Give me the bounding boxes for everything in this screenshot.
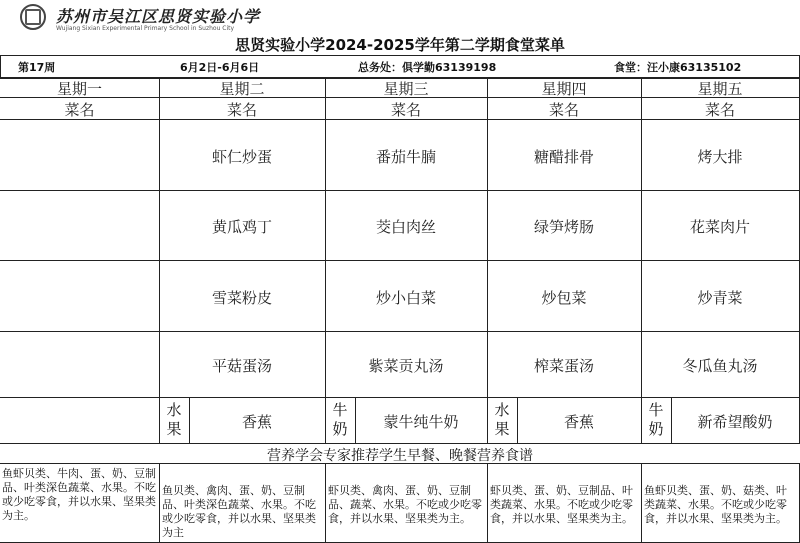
extra-item: 蒙牛纯牛奶 xyxy=(383,413,459,431)
day-header-mon: 星期一 xyxy=(56,80,102,98)
office-contact: 总务处：俱学勤63139198 xyxy=(358,61,497,74)
extra-label: 牛奶 xyxy=(332,401,348,438)
dish-cell: 炒小白菜 xyxy=(375,289,436,307)
extra-label: 牛奶 xyxy=(648,401,664,438)
canteen-contact: 食堂：汪小康63135102 xyxy=(614,61,742,74)
nutrition-title: 营养学会专家推荐学生早餐、晚餐营养食谱 xyxy=(267,448,533,464)
date-range: 6月2日-6月6日 xyxy=(180,61,260,74)
logo-bar xyxy=(0,0,800,38)
dish-cell: 冬瓜鱼丸汤 xyxy=(682,357,758,375)
dish-cell: 炒青菜 xyxy=(697,289,743,307)
nutrition-note: 虾贝类、禽肉、蛋、奶、豆制品、蔬菜、水果。不吃或少吃零食，并以水果、坚果类为主。 xyxy=(328,484,482,525)
dish-cell: 雪菜粉皮 xyxy=(211,289,272,307)
dish-cell: 番茄牛腩 xyxy=(375,148,436,166)
menu-title: 思贤实验小学2024-2025学年第二学期食堂菜单 xyxy=(235,36,565,54)
dish-cell: 绿笋烤肠 xyxy=(533,218,594,236)
dish-cell: 紫菜贡丸汤 xyxy=(368,357,444,375)
week-label: 第17周 xyxy=(18,61,56,74)
dish-cell: 茭白肉丝 xyxy=(375,218,436,236)
dish-header: 菜名 xyxy=(390,101,421,119)
extra-item: 香蕉 xyxy=(241,413,272,431)
nutrition-note: 虾贝类、蛋、奶、豆制品、叶类蔬菜、水果。不吃或少吃零食，并以水果、坚果类为主。 xyxy=(490,484,633,525)
nutrition-note: 鱼贝类、禽肉、蛋、奶、豆制品、叶类深色蔬菜、水果。不吃或少吃零食，并以水果、坚果类为主 xyxy=(162,484,316,539)
school-seal-icon xyxy=(20,4,46,30)
dish-cell: 糖醋排骨 xyxy=(533,148,594,166)
dish-cell: 平菇蛋汤 xyxy=(211,357,272,375)
extra-item: 香蕉 xyxy=(563,413,594,431)
dish-cell: 黄瓜鸡丁 xyxy=(211,218,272,236)
day-header-thu: 星期四 xyxy=(541,80,587,98)
nutrition-note: 鱼虾贝类、蛋、奶、菇类、叶类蔬菜、水果。不吃或少吃零食，并以水果、坚果类为主。 xyxy=(644,484,787,525)
extra-label: 水果 xyxy=(494,401,510,438)
dish-header: 菜名 xyxy=(226,101,257,119)
dish-cell: 烤大排 xyxy=(697,148,743,166)
nutrition-note: 鱼虾贝类、牛肉、蛋、奶、豆制品、叶类深色蔬菜、水果。不吃或少吃零食，并以水果、坚果类为主。 xyxy=(2,467,156,522)
dish-cell: 虾仁炒蛋 xyxy=(211,148,272,166)
dish-cell: 炒包菜 xyxy=(541,289,587,307)
dish-cell: 榨菜蛋汤 xyxy=(533,357,594,375)
school-name-cn: 苏州市吴江区思贤实验小学 xyxy=(56,7,261,26)
dish-cell: 花菜肉片 xyxy=(689,218,750,236)
school-name-en: Wujiang Sixian Experimental Primary School in Suzhou City xyxy=(56,25,235,32)
extra-item: 新希望酸奶 xyxy=(697,413,773,431)
day-header-fri: 星期五 xyxy=(697,80,743,98)
day-header-wed: 星期三 xyxy=(383,80,429,98)
dish-header: 菜名 xyxy=(704,101,735,119)
dish-header: 菜名 xyxy=(64,101,95,119)
day-header-tue: 星期二 xyxy=(219,80,265,98)
dish-header: 菜名 xyxy=(548,101,579,119)
extra-label: 水果 xyxy=(166,401,182,438)
